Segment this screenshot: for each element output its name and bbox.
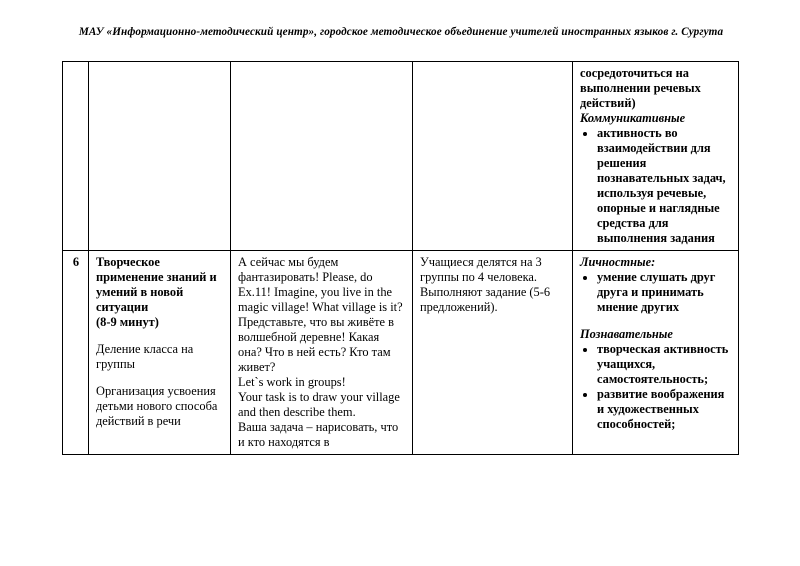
stage-title: Творческое применение знаний и умений в новой ситуации [96,255,217,315]
list-item: • активность во взаимодействии для решения познавательных задач, используя речевые, опорные и наглядные средства для выполнения задания [597,126,732,246]
uud-bullet-list-personal [580,270,732,315]
spacer [580,315,732,327]
row-pupil-cell [413,62,573,251]
row-stage-cell [89,62,231,251]
row-number-cell: 6 [63,251,89,455]
stage-time: (8-9 минут) [96,315,159,330]
list-item: • творческая активность учащихся, самостоятельность; [597,342,732,387]
uud-heading-communicative: Коммуникативные [580,111,686,126]
row-pupil-cell [413,251,573,455]
row-teacher-cell [231,62,413,251]
teacher-text-3: Your task is to draw your village and then describe them. [238,390,400,420]
page-header: МАУ «Информационно-методический центр», городское методическое объединение учителей иностранных языков г. Сургута [78,26,724,38]
row-number-cell [63,62,89,251]
uud-heading-personal: Личностные: [580,255,656,270]
teacher-text-2: Let`s work in groups! [238,375,346,390]
pupil-text: Учащиеся делятся на 3 группы по 4 человека. Выполняют задание (5-6 предложений). [420,255,551,315]
lesson-plan-table [62,61,739,455]
stage-note-2: Организация усвоения детьми нового способа действий в речи [96,384,218,429]
teacher-text-1: А сейчас мы будем фантазировать! Please, do Ex.11! Imagine, you live in the magic village! What village is it? Представьте, что вы живёте в волшебной деревне! Какая она? Что в ней есть? Кто там живет? [238,255,403,375]
teacher-text-4: Ваша задача – нарисовать, что и кто находятся в [238,420,399,450]
row-teacher-cell [231,251,413,455]
spacer [96,372,224,384]
row-uud-cell [573,251,739,455]
spacer [96,330,224,342]
uud-bullet-list [580,126,732,246]
uud-lead-text: сосредоточиться на выполнении речевых действий) [580,66,701,111]
uud-bullet-list-cognitive [580,342,732,432]
list-item: • развитие воображения и художественных способностей; [597,387,732,432]
table-row [63,251,739,455]
table-row [63,62,739,251]
row-uud-cell [573,62,739,251]
row-stage-cell [89,251,231,455]
stage-note-1: Деление класса на группы [96,342,194,372]
uud-heading-cognitive: Познавательные [580,327,673,342]
list-item: • умение слушать друг друга и принимать мнение других [597,270,732,315]
